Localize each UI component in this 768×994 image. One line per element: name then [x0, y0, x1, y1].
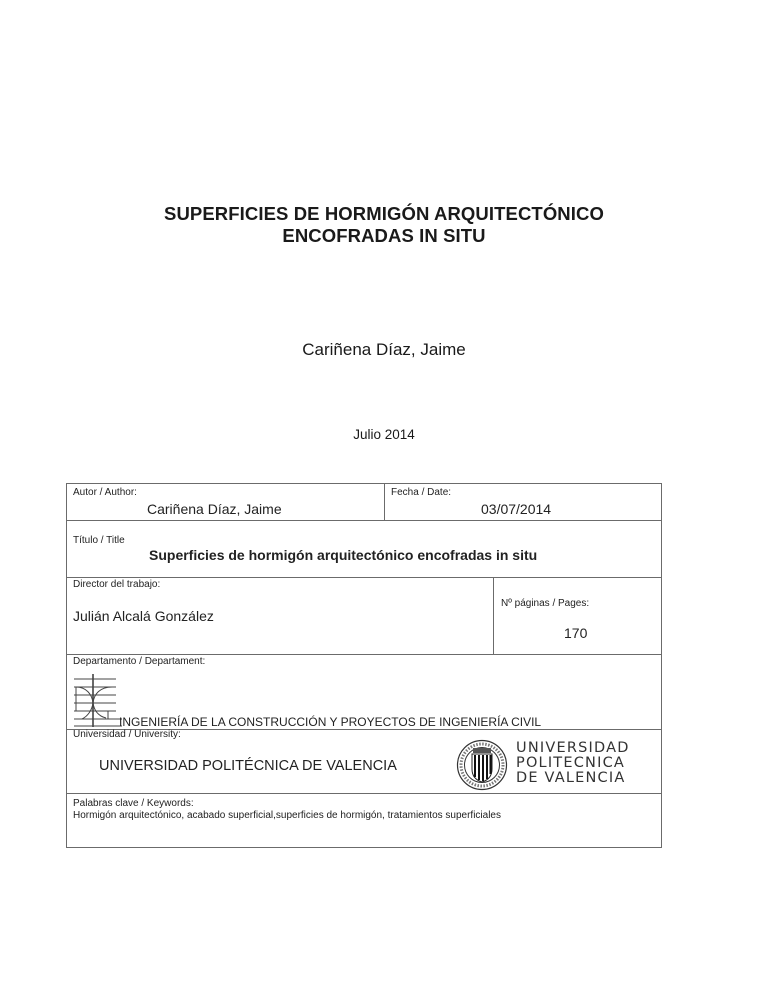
title-line-1: SUPERFICIES DE HORMIGÓN ARQUITECTÓNICO	[164, 203, 604, 224]
document-title	[0, 203, 768, 247]
director-value: Julián Alcalá González	[73, 608, 214, 624]
divider	[493, 577, 494, 654]
date-label: Fecha / Date:	[391, 487, 452, 498]
date-value: 03/07/2014	[481, 501, 552, 517]
divider	[67, 577, 661, 578]
logo-line-3: DE VALENCIA	[516, 770, 626, 786]
logo-line-1: UNIVERSIDAD	[516, 740, 630, 756]
author-label: Autor / Author:	[73, 487, 137, 498]
divider	[67, 520, 661, 521]
author-value: Cariñena Díaz, Jaime	[147, 501, 282, 517]
logo-line-2: POLITECNICA	[516, 755, 626, 771]
university-seal-icon	[456, 739, 508, 791]
keywords-value: Hormigón arquitectónico, acabado superficial,superficies de hormigón, tratamientos superficiales	[73, 810, 501, 821]
title-line-2: ENCOFRADAS IN SITU	[282, 225, 486, 246]
university-label: Universidad / University:	[73, 729, 181, 740]
department-label: Departamento / Departament:	[73, 656, 206, 667]
divider	[384, 484, 385, 520]
university-value: UNIVERSIDAD POLITÉCNICA DE VALENCIA	[99, 758, 397, 774]
university-logo-text	[516, 741, 630, 786]
director-label: Director del trabajo:	[73, 579, 161, 590]
pages-value: 170	[564, 625, 588, 641]
pages-label: Nº páginas / Pages:	[501, 598, 590, 609]
divider	[67, 654, 661, 655]
department-logo-icon	[72, 674, 122, 728]
title-label: Título / Title	[73, 535, 125, 546]
divider	[67, 793, 661, 794]
cover-author: Cariñena Díaz, Jaime	[302, 340, 466, 359]
cover-date: Julio 2014	[353, 427, 415, 442]
department-value: INGENIERÍA DE LA CONSTRUCCIÓN Y PROYECTOS DE INGENIERÍA CIVIL	[119, 715, 542, 729]
title-value: Superficies de hormigón arquitectónico encofradas in situ	[149, 547, 538, 563]
metadata-sheet	[66, 483, 662, 848]
keywords-label: Palabras clave / Keywords:	[73, 798, 194, 809]
